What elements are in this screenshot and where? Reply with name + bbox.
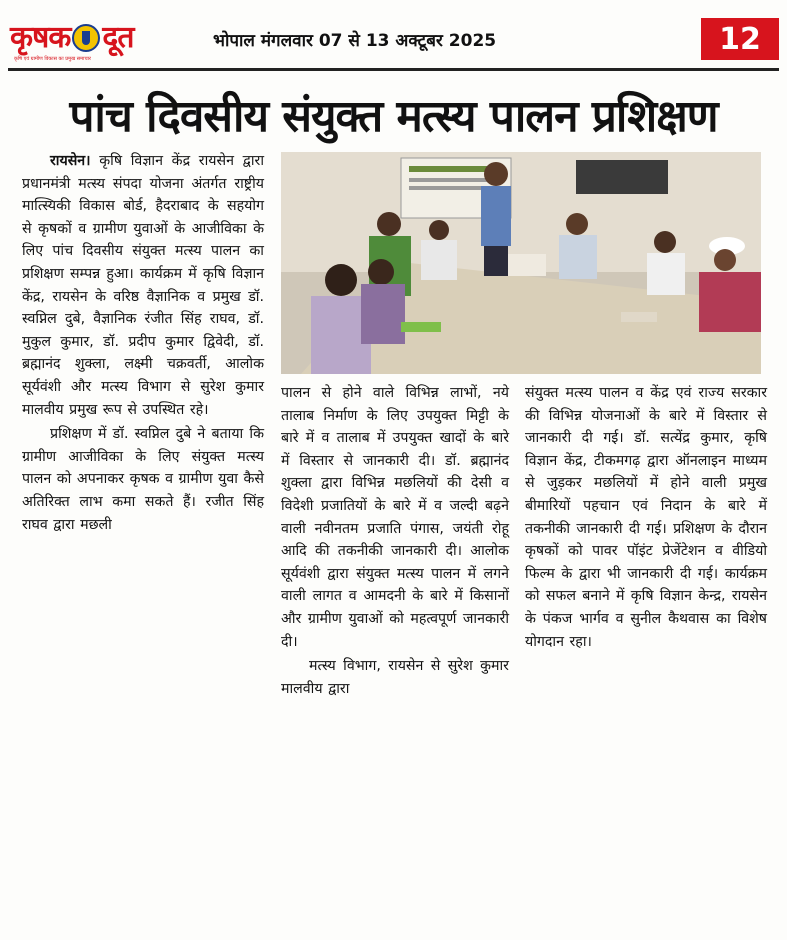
article-column-3 (525, 382, 767, 653)
logo-tagline: कृषि एवं ग्रामीण विकास का प्रमुख समाचार (14, 56, 91, 62)
masthead (8, 16, 779, 71)
article-column-1 (22, 150, 264, 536)
article-paragraph: संयुक्त मत्स्य पालन व केंद्र एवं राज्य सरकार की विभिन्न योजनाओं के बारे में विस्तार से जानकारी दी गई। डॉ. सत्येंद्र कुमार, कृषि विज्ञान केंद्र, टीकमगढ़ द्वारा ऑनलाइन माध्यम से जुड़कर मछलियों में होने वाली प्रमुख बीमारियों पहचान एवं निदान के बारे में तकनीकी जानकारी दी गई। प्रशिक्षण के दौरान कृषकों को पावर पॉइंट प्रेजेंटेशन व वीडियो फिल्म के द्वारा भी जानकारी दी गई। कार्यक्रम को सफल बनाने में कृषि विज्ञान केन्द्र, रायसेन के पंकज भार्गव व सुनील कैथवास का विशेष योगदान रहा। (525, 385, 767, 650)
event-photo[interactable] (281, 152, 761, 374)
article-column-2 (281, 382, 509, 700)
article-paragraph: मत्स्य विभाग, रायसेन से सुरेश कुमार मालवीय द्वारा (281, 658, 509, 697)
article-paragraph (22, 150, 264, 421)
newspaper-logo[interactable] (10, 18, 133, 58)
article-headline: पांच दिवसीय संयुक्त मत्स्य पालन प्रशिक्षण (69, 91, 718, 142)
article-dateline: रायसेन। (50, 153, 91, 169)
logo-word-left: कृषक (10, 20, 71, 55)
article-text: कृषि विज्ञान केंद्र रायसेन द्वारा प्रधानमंत्री मत्स्य संपदा योजना अंतर्गत राष्ट्रीय मात्स्यिकी विकास बोर्ड, हैदराबाद के सहयोग से कृषकों व ग्रामीण युवाओं के आजीविका के लिए पांच दिवसीय संयुक्त मत्स्य पालन का प्रशिक्षण सम्पन्न हुआ। कार्यक्रम में कृषि विज्ञान केंद्र, रायसेन के वरिष्ठ वैज्ञानिक व प्रमुख डॉ. स्वप्निल दुबे, वैज्ञानिक रंजीत सिंह राघव, डॉ. मुकुल कुमार, डॉ. प्रदीप कुमार द्विवेदी, डॉ. ब्रह्मानंद शुक्ला, लक्ष्मी चक्रवर्ती, आलोक सूर्यवंशी और मत्स्य विभाग से सुरेश कुमार मालवीय प्रमुख रूप से उपस्थित रहे। (22, 153, 264, 418)
edition-dateline: भोपाल मंगलवार 07 से 13 अक्टूबर 2025 (213, 31, 497, 51)
training-session-photo-icon (281, 152, 761, 374)
article-paragraph: पालन से होने वाले विभिन्न लाभों, नये तालाब निर्माण के लिए उपयुक्त मिट्टी के बारे में व तालाब में उपयुक्त खादों के बारे में विस्तार से जानकारी दी। डॉ. ब्रह्मानंद शुक्ला द्वारा विभिन्न मछलियों की देसी व विदेशी प्रजातियों के बारे में व जल्दी बढ़ने वाली नवीनतम प्रजाति पंगास, जयंती रोहू आदि की तकनीकी जानकारी दी। आलोक सूर्यवंशी द्वारा संयुक्त मत्स्य पालन में लगने वाली लागत व आमदनी के बारे में किसानों और ग्रामीण युवाओं को महत्वपूर्ण जानकारी दी। (281, 385, 509, 650)
logo-word-right: दूत (102, 20, 134, 55)
article-paragraph: प्रशिक्षण में डॉ. स्वप्निल दुबे ने बताया कि ग्रामीण आजीविका के लिए संयुक्त मत्स्य पालन को अपनाकर कृषक व ग्रामीण युवा कैसे अतिरिक्त लाभ कमा सकते हैं। रजीत सिंह राघव द्वारा मछली (22, 426, 264, 533)
page-number-badge: 12 (701, 18, 779, 60)
plough-emblem-icon (72, 24, 100, 52)
